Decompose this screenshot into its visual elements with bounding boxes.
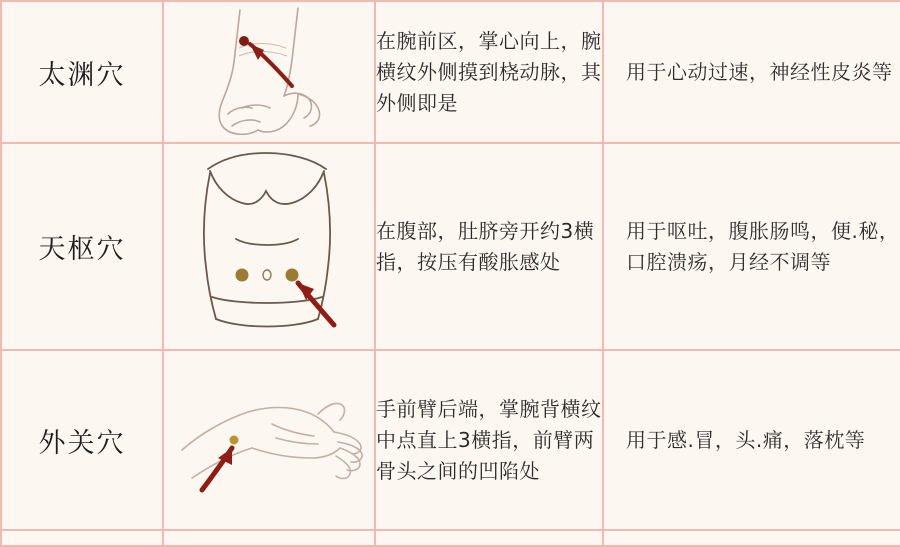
acupoint-image-cell <box>163 143 375 350</box>
acupoint-image-cell-partial <box>163 530 375 546</box>
acupoint-location-cell: 在腹部，肚脐旁开约3横指，按压有酸胀感处 <box>375 143 603 350</box>
acupoint-name-cell: 天枢穴 <box>1 143 163 350</box>
acupoint-image-cell <box>163 1 375 143</box>
acupoint-usage-cell-partial <box>603 530 900 546</box>
acupoint-usage-cell: 用于感.冒，头.痛，落枕等 <box>603 350 900 530</box>
acupoint-name-cell-partial <box>1 530 163 546</box>
acupoint-name-cell: 太渊穴 <box>1 1 163 143</box>
acupoint-location-cell-partial <box>375 530 603 546</box>
abdomen-torso-illustration <box>166 147 372 347</box>
hand-back-forearm-illustration <box>166 354 372 526</box>
table-row <box>1 143 900 350</box>
acupoint-usage-cell: 用于心动过速，神经性皮炎等 <box>603 1 900 143</box>
acupoint-usage-cell: 用于呕吐，腹胀肠鸣，便.秘，口腔溃疡，月经不调等 <box>603 143 900 350</box>
table-row-partial <box>1 530 900 546</box>
table-row <box>1 350 900 530</box>
table-row <box>1 1 900 143</box>
acupoint-image-cell <box>163 350 375 530</box>
acupoint-location-cell: 在腕前区，掌心向上，腕横纹外侧摸到桡动脉，其外侧即是 <box>375 1 603 143</box>
acupoint-name-cell: 外关穴 <box>1 350 163 530</box>
acupoint-location-cell: 手前臂后端，掌腕背横纹中点直上3横指，前臂两骨头之间的凹陷处 <box>375 350 603 530</box>
forearm-wrist-illustration <box>166 4 372 140</box>
